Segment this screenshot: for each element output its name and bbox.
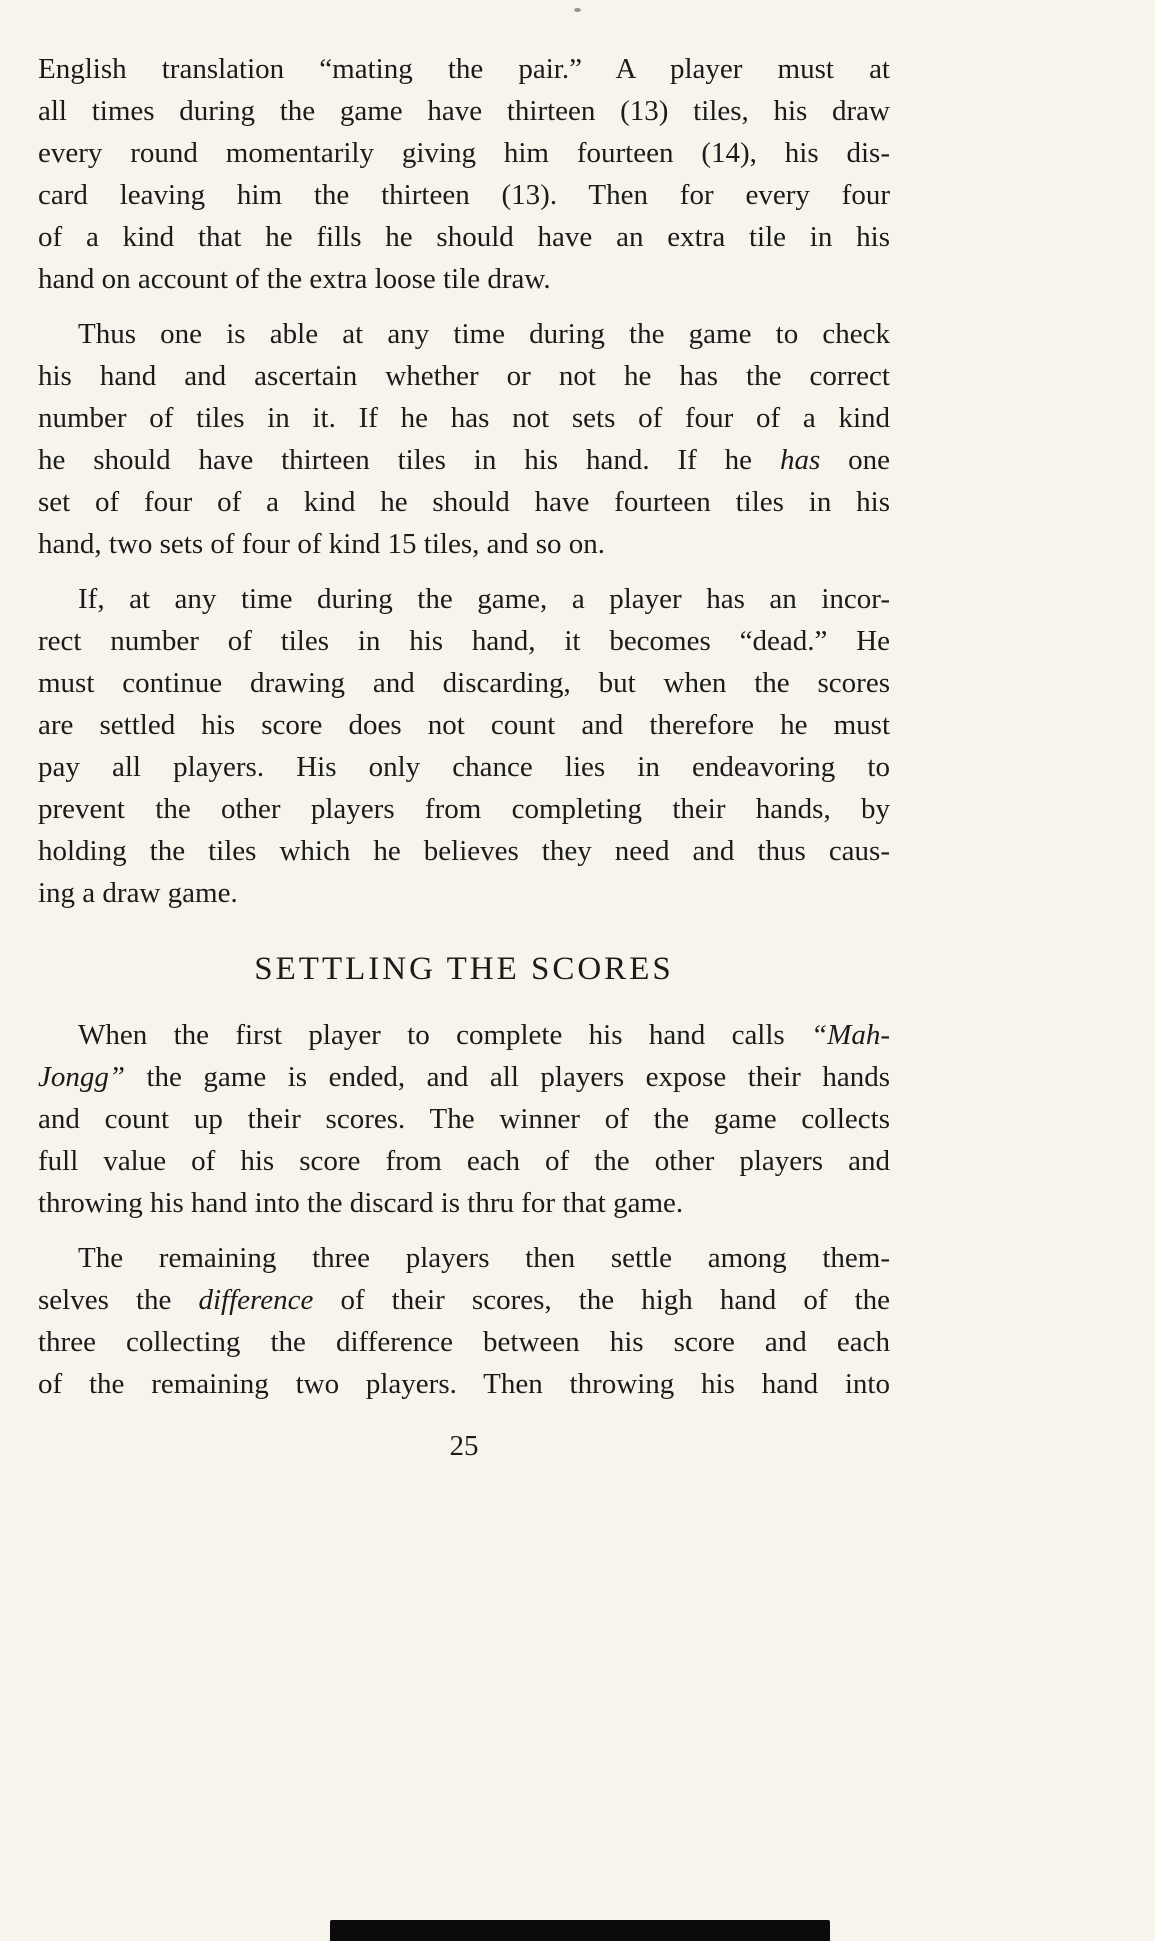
text-line: every round momentarily giving him fourteen (14), his dis- xyxy=(38,137,890,169)
text-line: of a kind that he fills he should have an extra tile in his xyxy=(38,221,890,253)
text-line: hand on account of the extra loose tile draw. xyxy=(38,263,551,295)
paragraph-1 xyxy=(38,313,890,565)
text-line: all times during the game have thirteen (13) tiles, his draw xyxy=(38,95,890,127)
page-number: 25 xyxy=(449,1430,479,1462)
text-line: hand, two sets of four of kind 15 tiles, and so on. xyxy=(38,528,606,560)
text-line: When the first player to complete his hand calls “Mah- xyxy=(78,1019,890,1051)
text-line: selves the difference of their scores, the high hand of the xyxy=(38,1284,890,1316)
text-line: throwing his hand into the discard is thru for that game. xyxy=(38,1187,684,1219)
text-line: number of tiles in it. If he has not sets of four of a kind xyxy=(38,402,890,434)
text-line: must continue drawing and discarding, but when the scores xyxy=(38,667,890,699)
paragraph-0 xyxy=(38,48,890,300)
text-line: set of four of a kind he should have fourteen tiles in his xyxy=(38,486,890,518)
text-line: full value of his score from each of the other players and xyxy=(38,1145,890,1177)
text-line: rect number of tiles in his hand, it becomes “dead.” He xyxy=(38,625,890,657)
text-line: holding the tiles which he believes they need and thus caus- xyxy=(38,835,890,867)
paragraph-5 xyxy=(38,1237,890,1405)
text-line: prevent the other players from completing their hands, by xyxy=(38,793,890,825)
text-line: English translation “mating the pair.” A player must at xyxy=(38,53,890,85)
text-line: three collecting the difference between his score and each xyxy=(38,1326,890,1358)
section-heading: SETTLING THE SCORES xyxy=(254,951,674,987)
text-line: The remaining three players then settle among them- xyxy=(78,1242,890,1274)
text-line: his hand and ascertain whether or not he has the correct xyxy=(38,360,890,392)
text-line: ing a draw game. xyxy=(38,877,238,909)
text-line: If, at any time during the game, a player has an incor- xyxy=(78,583,890,615)
text-block xyxy=(38,48,890,1467)
scan-speck-icon xyxy=(574,8,581,12)
paragraph-4 xyxy=(38,1014,890,1224)
text-line: of the remaining two players. Then throwing his hand into xyxy=(38,1368,890,1400)
text-line: card leaving him the thirteen (13). Then for every four xyxy=(38,179,890,211)
text-line: he should have thirteen tiles in his hand. If he has one xyxy=(38,444,890,476)
paragraph-2 xyxy=(38,578,890,914)
text-line: Jongg” the game is ended, and all players expose their hands xyxy=(38,1061,890,1093)
text-line: and count up their scores. The winner of the game collects xyxy=(38,1103,890,1135)
scan-artifact-bar xyxy=(330,1920,830,1941)
text-line: are settled his score does not count and therefore he must xyxy=(38,709,890,741)
text-line: Thus one is able at any time during the game to check xyxy=(78,318,890,350)
text-line: pay all players. His only chance lies in endeavoring to xyxy=(38,751,890,783)
